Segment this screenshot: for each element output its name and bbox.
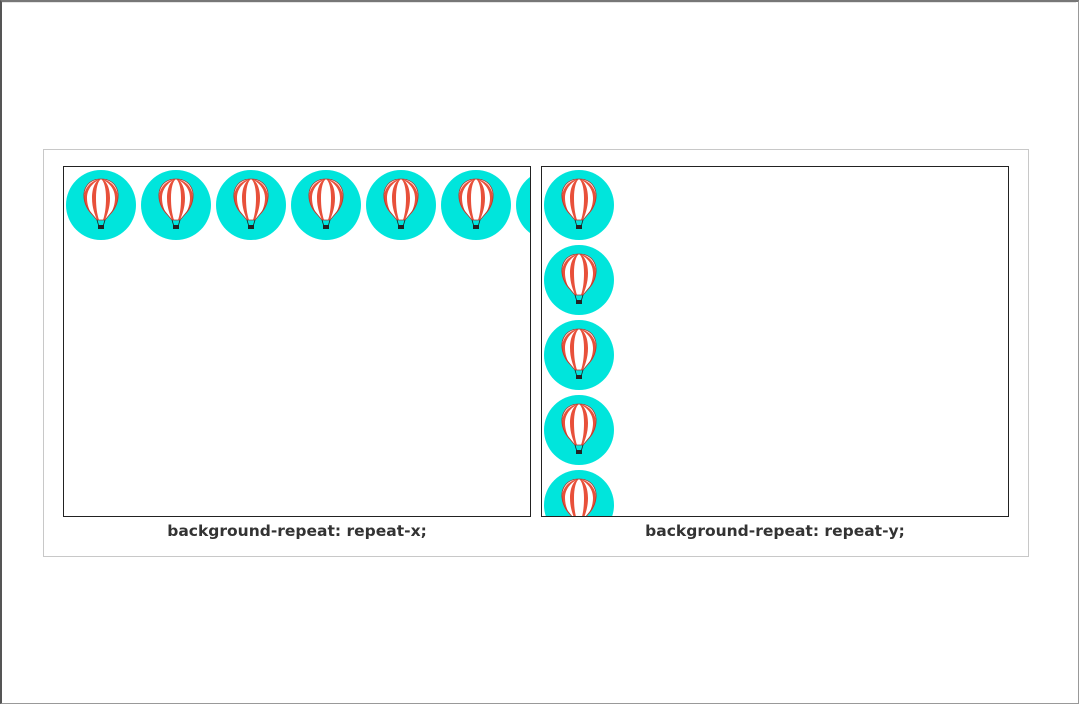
hot-air-balloon-icon bbox=[366, 170, 436, 240]
top-strip bbox=[2, 2, 1076, 3]
hot-air-balloon-icon bbox=[544, 470, 614, 517]
hot-air-balloon-icon bbox=[544, 245, 614, 315]
repeat-y-caption: background-repeat: repeat-y; bbox=[645, 522, 905, 540]
repeat-x-caption: background-repeat: repeat-x; bbox=[167, 522, 427, 540]
hot-air-balloon-icon bbox=[441, 170, 511, 240]
hot-air-balloon-icon bbox=[216, 170, 286, 240]
hot-air-balloon-icon bbox=[291, 170, 361, 240]
hot-air-balloon-icon bbox=[516, 170, 531, 240]
hot-air-balloon-icon bbox=[544, 170, 614, 240]
hot-air-balloon-icon bbox=[544, 320, 614, 390]
hot-air-balloon-icon bbox=[544, 395, 614, 465]
hot-air-balloon-icon bbox=[141, 170, 211, 240]
hot-air-balloon-icon bbox=[66, 170, 136, 240]
repeat-y-demo-box bbox=[541, 166, 1009, 517]
repeat-x-demo-box bbox=[63, 166, 531, 517]
